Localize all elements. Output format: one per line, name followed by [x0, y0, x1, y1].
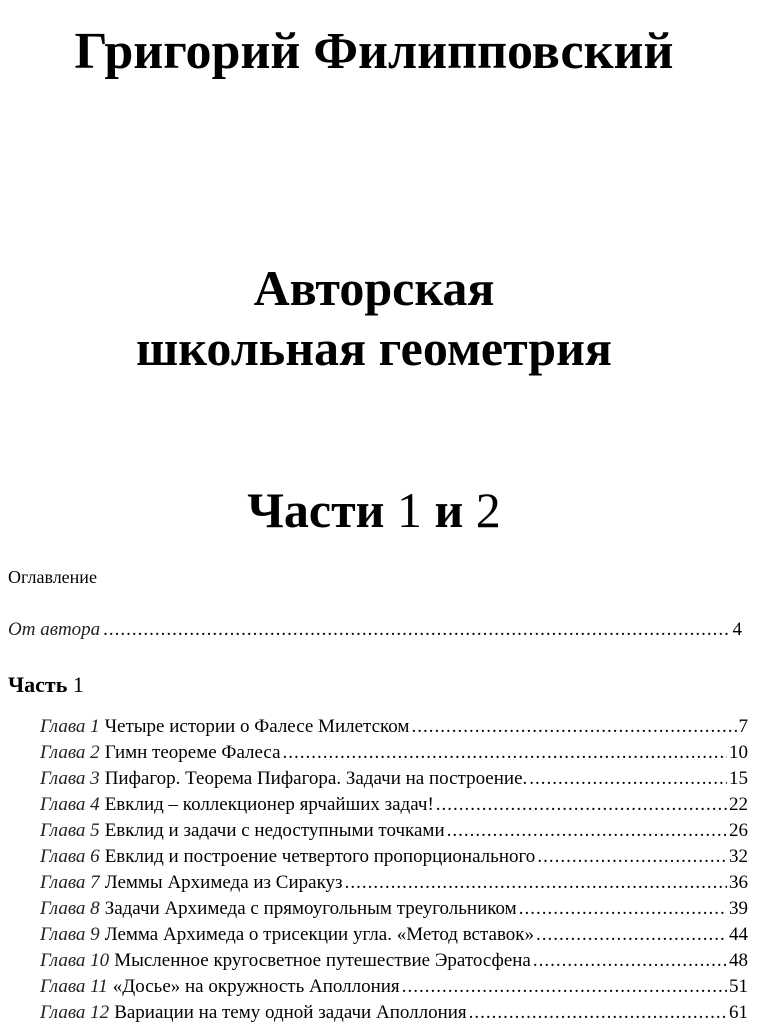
parts-number-2: 2 [475, 482, 501, 538]
book-title [0, 258, 748, 378]
dot-leader [283, 740, 727, 766]
dot-leader [447, 818, 727, 844]
toc-chapter-entry[interactable] [40, 1000, 748, 1026]
dot-leader [402, 974, 727, 1000]
chapter-title: Мысленное кругосветное путешествие Эратосфена [114, 950, 531, 971]
dot-leader [537, 844, 727, 870]
chapter-title: Евклид и задачи с недоступными точками [104, 820, 445, 841]
parts-word: Части [247, 482, 385, 538]
chapter-label: Глава 10 [40, 950, 110, 971]
parts-conjunction: и [434, 482, 464, 538]
dot-leader [469, 1000, 727, 1026]
dot-leader [436, 792, 727, 818]
chapter-label: Глава 2 [40, 742, 100, 763]
book-title-line-1: Авторская [253, 260, 495, 316]
toc-chapter-entry[interactable] [40, 974, 748, 1000]
toc-chapter-entry[interactable] [40, 870, 748, 896]
book-title-line-2: школьная геометрия [136, 320, 612, 376]
toc-preface-label: От автора [8, 619, 101, 640]
parts-number-1: 1 [396, 482, 422, 538]
chapter-page: 39 [729, 898, 748, 919]
parts-subtitle [0, 480, 748, 540]
part-heading [8, 670, 84, 700]
chapter-page: 7 [738, 716, 748, 737]
chapter-label: Глава 11 [40, 976, 108, 997]
toc-chapter-entry[interactable] [40, 948, 748, 974]
part-number: 1 [72, 672, 84, 697]
chapter-title: Гимн теореме Фалеса [104, 742, 281, 763]
chapter-title: Евклид и построение четвертого пропорционального [104, 846, 536, 867]
chapter-label: Глава 8 [40, 898, 100, 919]
chapter-label: Глава 1 [40, 716, 100, 737]
chapter-page: 26 [729, 820, 748, 841]
chapter-label: Глава 3 [40, 768, 100, 789]
part-word: Часть [8, 672, 68, 697]
chapter-title: Лемма Архимеда о трисекции угла. «Метод вставок» [104, 924, 535, 945]
chapter-label: Глава 6 [40, 846, 100, 867]
chapter-label: Глава 7 [40, 872, 100, 893]
dot-leader [533, 948, 727, 974]
toc-chapter-entry[interactable] [40, 818, 748, 844]
chapter-page: 15 [729, 768, 748, 789]
chapter-page: 44 [729, 924, 748, 945]
chapter-title: Леммы Архимеда из Сиракуз [104, 872, 343, 893]
chapter-title: Евклид – коллекционер ярчайших задач! [104, 794, 434, 815]
chapter-label: Глава 12 [40, 1002, 110, 1023]
chapter-page: 48 [729, 950, 748, 971]
toc-chapter-entry[interactable] [40, 896, 748, 922]
toc-chapter-entry[interactable] [40, 844, 748, 870]
dot-leader [536, 922, 727, 948]
toc-chapter-entry[interactable] [40, 740, 748, 766]
dot-leader [345, 870, 727, 896]
chapter-label: Глава 9 [40, 924, 100, 945]
toc-heading: Оглавление [8, 567, 97, 587]
chapter-title: Задачи Архимеда с прямоугольным треугольником [104, 898, 517, 919]
toc-chapter-entry[interactable] [40, 766, 748, 792]
chapter-page: 51 [729, 976, 748, 997]
toc-chapter-entry[interactable] [40, 922, 748, 948]
chapter-label: Глава 5 [40, 820, 100, 841]
toc-chapter-entry[interactable] [40, 792, 748, 818]
dot-leader [103, 617, 730, 643]
toc-chapter-entry[interactable] [40, 714, 748, 740]
chapter-list [40, 714, 748, 1026]
chapter-page: 22 [729, 794, 748, 815]
author-name: Григорий Филипповский [74, 23, 674, 80]
dot-leader [529, 766, 727, 792]
chapter-label: Глава 4 [40, 794, 100, 815]
toc-entry-preface[interactable] [8, 617, 742, 643]
chapter-title: Пифагор. Теорема Пифагора. Задачи на построение. [104, 768, 528, 789]
dot-leader [411, 714, 736, 740]
chapter-title: Четыре истории о Фалесе Милетском [104, 716, 410, 737]
chapter-title: «Досье» на окружность Аполлония [112, 976, 400, 997]
chapter-title: Вариации на тему одной задачи Аполлония [114, 1002, 467, 1023]
chapter-page: 61 [729, 1002, 748, 1023]
toc-preface-page: 4 [732, 619, 742, 640]
chapter-page: 36 [729, 872, 748, 893]
chapter-page: 10 [729, 742, 748, 763]
chapter-page: 32 [729, 846, 748, 867]
dot-leader [519, 896, 727, 922]
